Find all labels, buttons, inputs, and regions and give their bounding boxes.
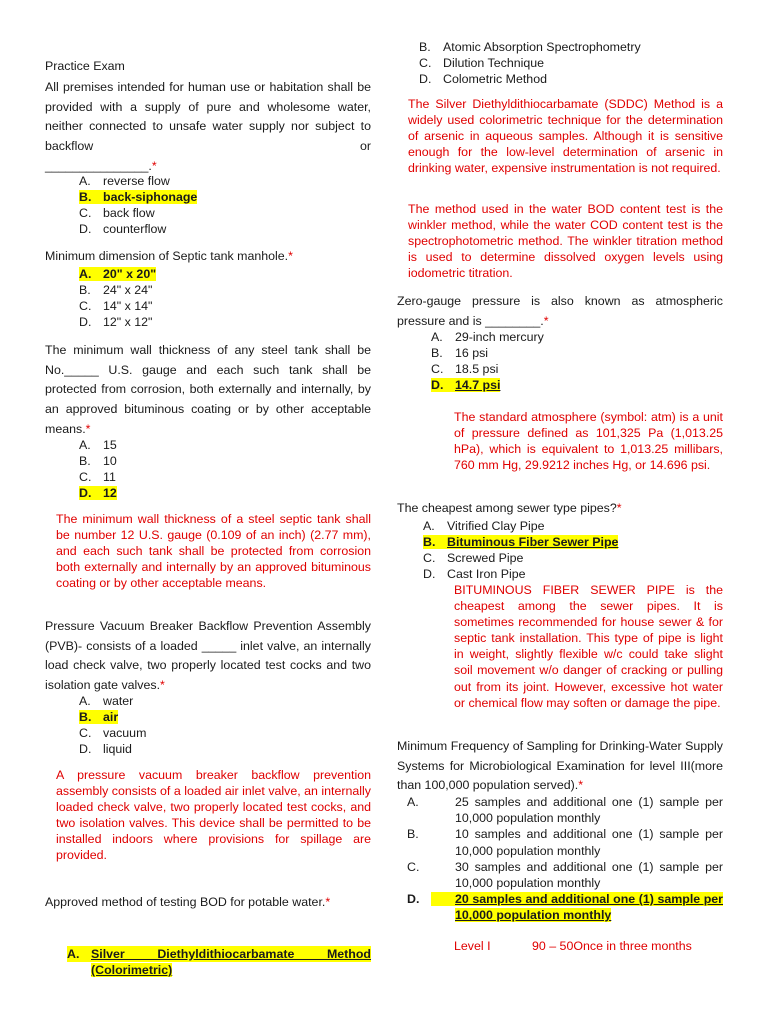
option-c[interactable]: C. Screwed Pipe bbox=[423, 551, 524, 565]
option-d-correct[interactable]: D. 14.7 psi bbox=[431, 378, 501, 392]
option-c[interactable]: C. Dilution Technique bbox=[419, 56, 545, 70]
option-c[interactable]: C. 11 bbox=[79, 470, 116, 484]
question-6-text: Zero-gauge pressure is also known as atmospheric pressure and is ________. bbox=[397, 294, 723, 328]
option-d-correct[interactable]: D. 20 samples and additional one (1) sample per 10,000 population monthly bbox=[407, 892, 723, 923]
question-4-explanation: A pressure vacuum breaker backflow prevention assembly consists of a loaded air inlet valve, an internally loaded check valve, two properly located test cocks, and two isolation valves. This device shall be permitted to be installed indoors where provisions for spillage are provided. bbox=[56, 768, 371, 863]
required-asterisk: * bbox=[160, 678, 165, 693]
question-4 bbox=[45, 617, 371, 696]
option-b[interactable]: B. 16 psi bbox=[431, 346, 489, 360]
question-8-options bbox=[407, 794, 723, 924]
option-b[interactable]: B. 24" x 24" bbox=[79, 283, 153, 297]
sampling-table-row bbox=[454, 938, 692, 954]
question-3-options bbox=[79, 437, 117, 501]
required-asterisk: * bbox=[288, 249, 293, 263]
question-5-option-a-correct[interactable]: A. Silver Diethyldithiocarbamate Method (Colorimetric) bbox=[67, 947, 371, 978]
page-title: Practice Exam bbox=[45, 59, 125, 73]
option-b-correct[interactable]: B. back-siphonage bbox=[79, 190, 198, 204]
option-a[interactable]: A. Vitrified Clay Pipe bbox=[423, 519, 545, 533]
question-3 bbox=[45, 341, 371, 440]
question-6 bbox=[397, 292, 723, 331]
option-c[interactable]: C. vacuum bbox=[79, 726, 147, 740]
question-5-options-continued bbox=[419, 39, 641, 87]
option-c[interactable]: C. 18.5 psi bbox=[431, 362, 499, 376]
required-asterisk: * bbox=[616, 501, 622, 515]
question-4-text: Pressure Vacuum Breaker Backflow Prevention Assembly (PVB)- consists of a loaded _____ inlet valve, an internally load check valve, two properly located test cocks and two isolation gate valves. bbox=[45, 619, 371, 693]
question-2-options bbox=[79, 266, 156, 330]
table-value: 90 – 50Once in three months bbox=[532, 939, 692, 953]
option-d[interactable]: D. Colometric Method bbox=[419, 72, 547, 86]
question-8 bbox=[397, 737, 723, 796]
option-c[interactable]: C. 14" x 14" bbox=[79, 299, 153, 313]
question-8-text: Minimum Frequency of Sampling for Drinking-Water Supply Systems for Microbiological Examination for level III(more than 100,000 population served). bbox=[397, 739, 723, 793]
question-3-text: The minimum wall thickness of any steel tank shall be No._____ U.S. gauge and each such tank shall be protected from corrosion, both externally and internally, by an approved bituminous coating or by other acceptable means. bbox=[45, 343, 371, 436]
question-6-explanation: The standard atmosphere (symbol: atm) is a unit of pressure defined as 101,325 Pa (1,013.25 hPa), which is equivalent to 1,013.25 millibars, 760 mm Hg, 29.9212 inches Hg, or 14.696 psi. bbox=[454, 410, 723, 473]
option-a[interactable]: A. 15 bbox=[79, 438, 117, 452]
question-7-explanation: BITUMINOUS FIBER SEWER PIPE is the cheapest among the sewer pipes. It is sometimes recommended for house sewer & for septic tank installation. This type of pipe is light in weight, slightly flexible w/c could take slight soil movement w/o danger of cracking or pulling out from its joint. However, excessive hot water or chemical flow may soften or damage the pipe. bbox=[454, 583, 723, 710]
required-asterisk: * bbox=[85, 421, 91, 436]
required-asterisk: * bbox=[578, 778, 584, 793]
required-asterisk: * bbox=[325, 895, 331, 909]
question-4-options bbox=[79, 693, 146, 757]
option-b[interactable]: B. 10 samples and additional one (1) sample per 10,000 population monthly bbox=[407, 827, 723, 858]
option-d[interactable]: D. 12" x 12" bbox=[79, 315, 153, 329]
option-d-correct[interactable]: D. 12 bbox=[79, 486, 117, 500]
option-b[interactable]: B. 10 bbox=[79, 454, 117, 468]
question-1-text: All premises intended for human use or habitation shall be provided with a supply of pure and wholesome water, neither connected to unsafe water supply nor subject to backflow or bbox=[45, 80, 371, 154]
question-7-options bbox=[423, 518, 618, 582]
option-a[interactable]: A. water bbox=[79, 694, 134, 708]
question-5-explanation-2: The method used in the water BOD content test is the winkler method, while the water COD content test is the spectrophotometric method. The winkler titration method is used to determine dissolved oxygen levels using iodometric titration. bbox=[408, 202, 723, 281]
question-7 bbox=[397, 501, 622, 515]
option-b[interactable]: B. Atomic Absorption Spectrophometry bbox=[419, 40, 641, 54]
option-b-correct[interactable]: B. air bbox=[79, 710, 119, 724]
question-1-options bbox=[79, 173, 197, 237]
option-c[interactable]: C. 30 samples and additional one (1) sample per 10,000 population monthly bbox=[407, 859, 723, 891]
option-d[interactable]: D. liquid bbox=[79, 742, 132, 756]
question-6-options bbox=[431, 329, 544, 393]
question-5-text: Approved method of testing BOD for potable water. bbox=[45, 895, 326, 909]
question-5 bbox=[45, 893, 371, 913]
required-asterisk: * bbox=[151, 158, 157, 173]
required-asterisk: * bbox=[543, 313, 549, 328]
option-a[interactable]: A. 29-inch mercury bbox=[431, 330, 544, 344]
table-level: Level I bbox=[454, 939, 491, 953]
option-d[interactable]: D. Cast Iron Pipe bbox=[423, 567, 526, 581]
option-b-correct[interactable]: B. Bituminous Fiber Sewer Pipe bbox=[423, 535, 619, 549]
question-2 bbox=[45, 249, 293, 263]
option-d[interactable]: D. counterflow bbox=[79, 222, 167, 236]
question-7-text: The cheapest among sewer type pipes? bbox=[397, 501, 617, 515]
option-c[interactable]: C. back flow bbox=[79, 206, 155, 220]
question-5-explanation-1: The Silver Diethyldithiocarbamate (SDDC) Method is a widely used colorimetric technique for the determination of arsenic in aqueous samples. Although it is sensitive enough for the low-level determination of arsenic in drinking water, expensive instrumentation is not required. bbox=[408, 97, 723, 176]
question-1-blank: _______________. bbox=[45, 158, 152, 173]
question-3-explanation: The minimum wall thickness of a steel septic tank shall be number 12 U.S. gauge (0.109 of an inch) (2.77 mm), and each such tank shall be protected from corrosion both externally and internally by an approved bituminous coating or by other acceptable means. bbox=[56, 512, 371, 591]
question-1 bbox=[45, 78, 371, 177]
option-a-correct[interactable]: A. 20" x 20" bbox=[79, 267, 157, 281]
option-a[interactable]: A. 25 samples and additional one (1) sample per 10,000 population monthly bbox=[407, 795, 723, 826]
option-a[interactable]: A. reverse flow bbox=[79, 174, 170, 188]
question-2-text: Minimum dimension of Septic tank manhole. bbox=[45, 249, 289, 263]
